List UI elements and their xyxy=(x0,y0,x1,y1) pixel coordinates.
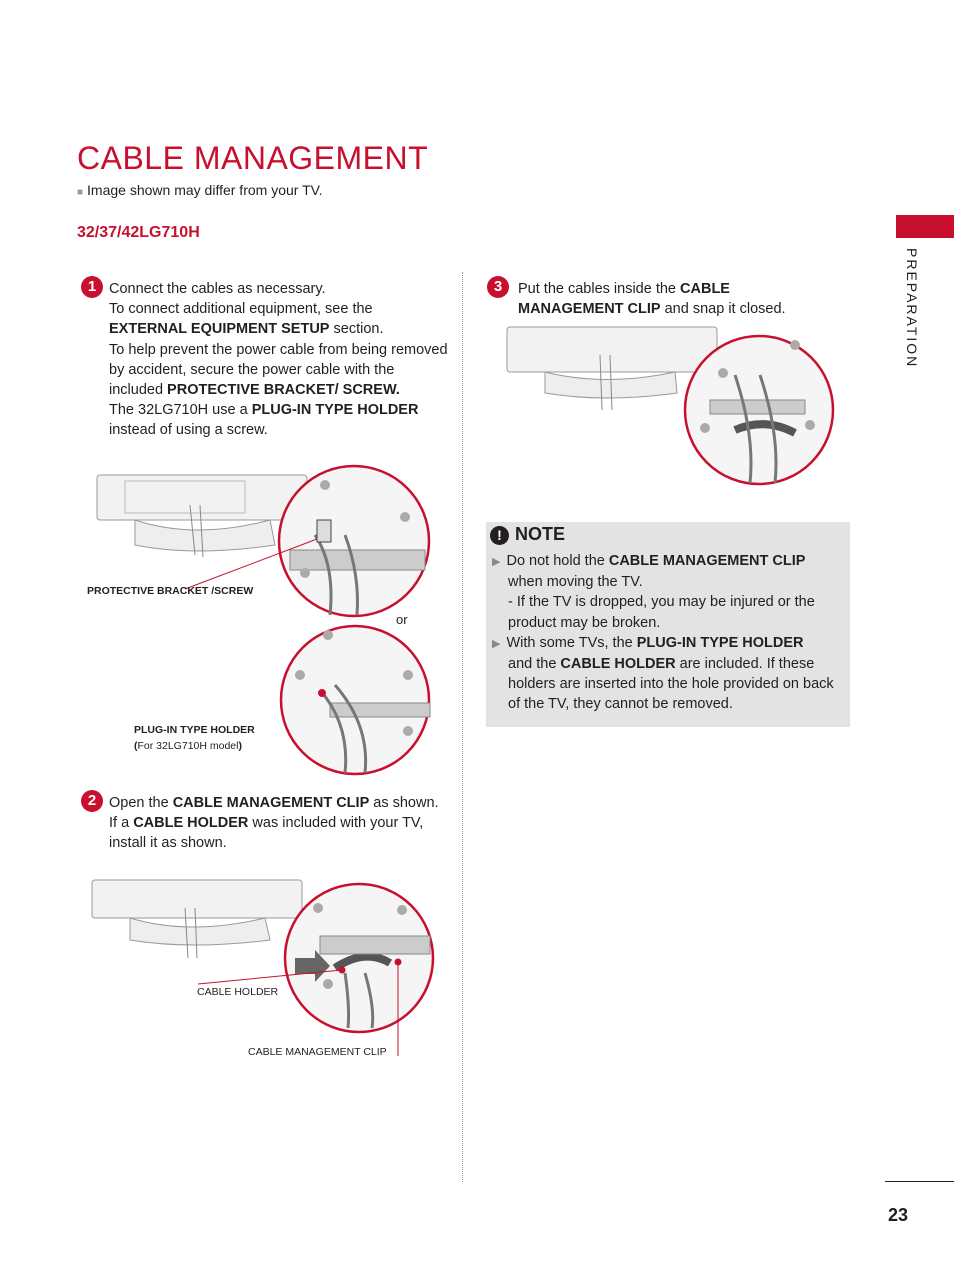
step-1-line: To connect additional equipment, see the xyxy=(109,301,373,318)
model-heading: 32/37/42LG710H xyxy=(77,224,200,241)
step-number-3: 3 xyxy=(487,276,509,298)
tv-back-illustration-1 xyxy=(95,465,435,625)
note-item-2-text: are included. If these holders are inserted into the hole provided on back of the TV, they cannot be removed. xyxy=(508,656,834,713)
disclaimer xyxy=(77,182,323,198)
note-item-2-bold: PLUG-IN TYPE HOLDER xyxy=(636,634,804,651)
page-title: CABLE MANAGEMENT xyxy=(77,140,429,176)
note-item-1-bold: CABLE MANAGEMENT CLIP xyxy=(608,553,806,569)
note-item-2-bold: CABLE HOLDER xyxy=(560,656,676,673)
protective-bracket-label: PROTECTIVE BRACKET /SCREW xyxy=(87,585,254,597)
step-number-2: 2 xyxy=(81,790,103,812)
section-tab xyxy=(896,215,954,238)
step-2-line: Open the xyxy=(109,795,173,811)
step-2-bold: CABLE MANAGEMENT CLIP xyxy=(172,795,370,811)
triangle-bullet-icon: ▶ xyxy=(492,637,501,650)
or-label: or xyxy=(396,612,408,627)
tv-back-illustration-3 xyxy=(505,325,840,490)
cable-management-clip-label: CABLE MANAGEMENT CLIP xyxy=(248,1046,387,1058)
step-1-line: To help prevent the power cable from being removed by accident, secure the power cable with the included xyxy=(109,341,448,399)
column-divider xyxy=(462,272,463,1182)
step-1-bold: PLUG-IN TYPE HOLDER xyxy=(251,402,419,419)
step-1-line: section. xyxy=(329,321,384,338)
step-2-line: If a xyxy=(109,815,134,832)
step-2-line: as shown. xyxy=(369,795,439,811)
plugin-holder-note xyxy=(134,740,242,752)
tv-back-illustration-2 xyxy=(90,878,435,1058)
note-text xyxy=(492,551,844,715)
step-1-line: The 32LG710H use a xyxy=(109,402,252,419)
note-item-2 xyxy=(492,633,844,715)
step-2-line: was included with your TV, install it as shown. xyxy=(109,815,424,852)
step-3-line: Put the cables inside the xyxy=(518,281,681,297)
cable-holder-label: CABLE HOLDER xyxy=(197,986,279,998)
footer-rule xyxy=(885,1181,954,1182)
step-1-bold: PROTECTIVE BRACKET/ SCREW. xyxy=(167,382,400,399)
paren-open: ( xyxy=(134,740,138,752)
triangle-bullet-icon: ▶ xyxy=(492,556,501,568)
note-item-1-text: Do not hold the xyxy=(506,553,609,569)
page-number: 23 xyxy=(888,1205,909,1225)
step-2-text xyxy=(109,793,449,854)
step-1-line: Connect the cables as necessary. xyxy=(109,281,326,297)
step-number-1: 1 xyxy=(81,276,103,298)
bullet-square-icon: ■ xyxy=(77,187,84,198)
note-title: NOTE xyxy=(515,524,566,544)
step-3-bold: CABLE MANAGEMENT CLIP xyxy=(518,281,730,318)
note-item-1-text: - If the TV is dropped, you may be injured or the product may be broken. xyxy=(508,594,815,631)
paren-close: ) xyxy=(238,740,242,752)
note-item-1-text: when moving the TV. xyxy=(508,574,643,591)
step-1-bold: EXTERNAL EQUIPMENT SETUP xyxy=(109,321,330,338)
plugin-holder-note-text: For 32LG710H model xyxy=(137,740,239,752)
note-item-2-text: and the xyxy=(508,656,561,673)
exclamation-icon: ! xyxy=(490,526,509,545)
step-2-bold: CABLE HOLDER xyxy=(133,815,249,832)
plugin-holder-illustration xyxy=(280,625,432,777)
note-item-2-text: With some TVs, the xyxy=(506,634,637,651)
disclaimer-text: Image shown may differ from your TV. xyxy=(87,182,323,198)
section-side-label: PREPARATION xyxy=(904,248,920,369)
note-item-1 xyxy=(492,551,844,633)
step-1-line: instead of using a screw. xyxy=(109,422,268,439)
step-3-text xyxy=(518,279,838,319)
step-3-line: and snap it closed. xyxy=(660,301,786,318)
plugin-holder-label: PLUG-IN TYPE HOLDER xyxy=(134,724,255,736)
step-1-text xyxy=(109,279,449,441)
